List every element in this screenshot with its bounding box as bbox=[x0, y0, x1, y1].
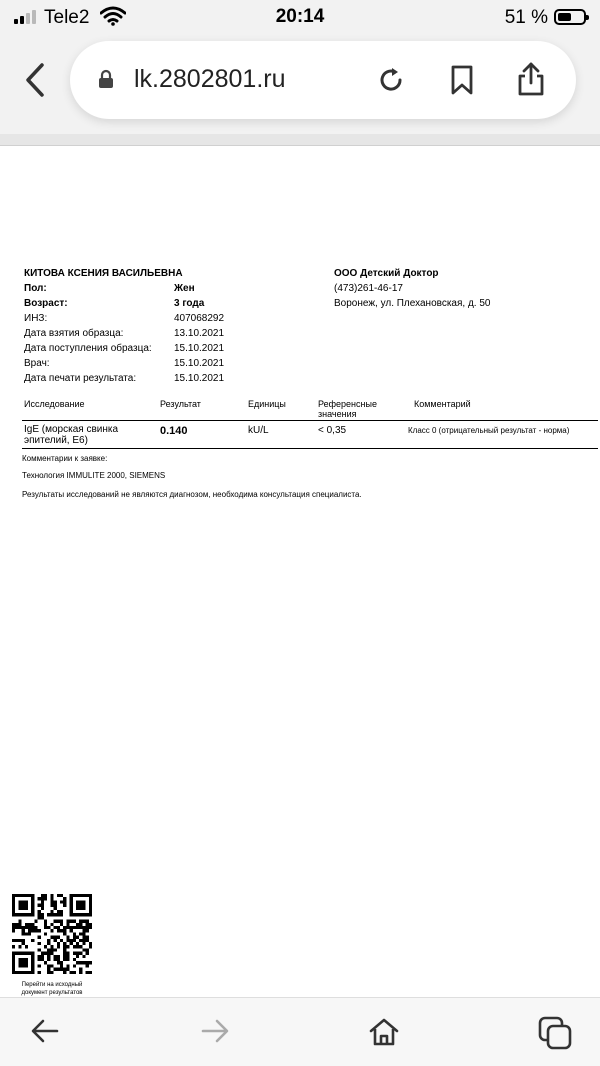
col-header-units: Единицы bbox=[248, 399, 286, 409]
page-divider bbox=[0, 134, 600, 146]
field-label-sex: Пол: bbox=[24, 283, 47, 294]
clinic-address: Воронеж, ул. Плехановская, д. 50 bbox=[334, 298, 491, 309]
field-value-sex: Жен bbox=[174, 283, 195, 294]
battery-percentage: 51 % bbox=[504, 7, 548, 28]
col-header-reference-2: значения bbox=[318, 409, 357, 419]
field-value-doctor: 15.10.2021 bbox=[174, 358, 225, 369]
field-label-inz: ИНЗ: bbox=[24, 313, 48, 324]
lab-result-document bbox=[0, 147, 600, 997]
result-test-name: IgE (морская свинка bbox=[24, 424, 119, 435]
col-header-reference: Референсные bbox=[318, 399, 377, 409]
result-comment: Класс 0 (отрицательный результат - норма) bbox=[408, 426, 570, 435]
status-bar bbox=[0, 0, 600, 36]
address-bar[interactable] bbox=[70, 41, 576, 119]
field-value-sample-date: 13.10.2021 bbox=[174, 328, 225, 339]
field-label-sample-date: Дата взятия образца: bbox=[24, 328, 124, 339]
clinic-phone: (473)261-46-17 bbox=[334, 283, 403, 294]
back-arrow-icon[interactable] bbox=[30, 1016, 60, 1046]
home-icon[interactable] bbox=[368, 1016, 400, 1048]
url-text: lk.2802801.ru bbox=[134, 65, 286, 93]
disclaimer-text: Результаты исследований не являются диагнозом, необходима консультация специалиста. bbox=[22, 490, 362, 499]
col-header-test: Исследование bbox=[24, 399, 85, 409]
field-value-received-date: 15.10.2021 bbox=[174, 343, 225, 354]
back-chevron-icon[interactable] bbox=[20, 62, 52, 98]
table-bottom-rule bbox=[22, 448, 598, 449]
bookmark-icon[interactable] bbox=[450, 65, 474, 95]
field-value-inz: 407068292 bbox=[174, 313, 225, 324]
result-value: 0.140 bbox=[160, 425, 188, 437]
patient-name: КИТОВА КСЕНИЯ ВАСИЛЬЕВНА bbox=[24, 268, 183, 279]
qr-caption-line1: Перейти на исходный bbox=[21, 982, 83, 988]
share-icon[interactable] bbox=[516, 61, 546, 97]
field-label-received-date: Дата поступления образца: bbox=[24, 343, 152, 354]
browser-header bbox=[0, 36, 600, 134]
table-top-rule bbox=[22, 420, 598, 421]
result-reference: < 0,35 bbox=[318, 425, 347, 436]
field-value-print-date: 15.10.2021 bbox=[174, 373, 225, 384]
battery-icon bbox=[554, 9, 586, 25]
field-label-age: Возраст: bbox=[24, 298, 68, 309]
qr-caption bbox=[10, 981, 94, 997]
col-header-result: Результат bbox=[160, 399, 201, 409]
clinic-name: ООО Детский Доктор bbox=[334, 268, 439, 279]
field-value-age: 3 года bbox=[174, 298, 205, 309]
field-label-doctor: Врач: bbox=[24, 358, 50, 369]
result-test-name-line2: эпителий, E6) bbox=[24, 435, 88, 446]
col-header-comment: Комментарий bbox=[414, 399, 471, 409]
browser-toolbar bbox=[0, 997, 600, 1066]
request-comments-label: Комментарии к заявке: bbox=[22, 454, 108, 463]
reload-icon[interactable] bbox=[376, 65, 406, 95]
qr-caption-line2: документ результатов bbox=[21, 990, 83, 996]
carrier-name: Tele2 bbox=[44, 7, 90, 28]
lock-icon bbox=[98, 69, 114, 89]
forward-arrow-icon[interactable] bbox=[200, 1016, 230, 1046]
field-label-print-date: Дата печати результата: bbox=[24, 373, 137, 384]
status-time: 20:14 bbox=[275, 6, 325, 27]
result-units: kU/L bbox=[248, 425, 269, 436]
technology-note: Технология IMMULITE 2000, SIEMENS bbox=[22, 471, 166, 480]
tabs-icon[interactable] bbox=[538, 1016, 572, 1050]
qr-code[interactable] bbox=[12, 894, 92, 974]
